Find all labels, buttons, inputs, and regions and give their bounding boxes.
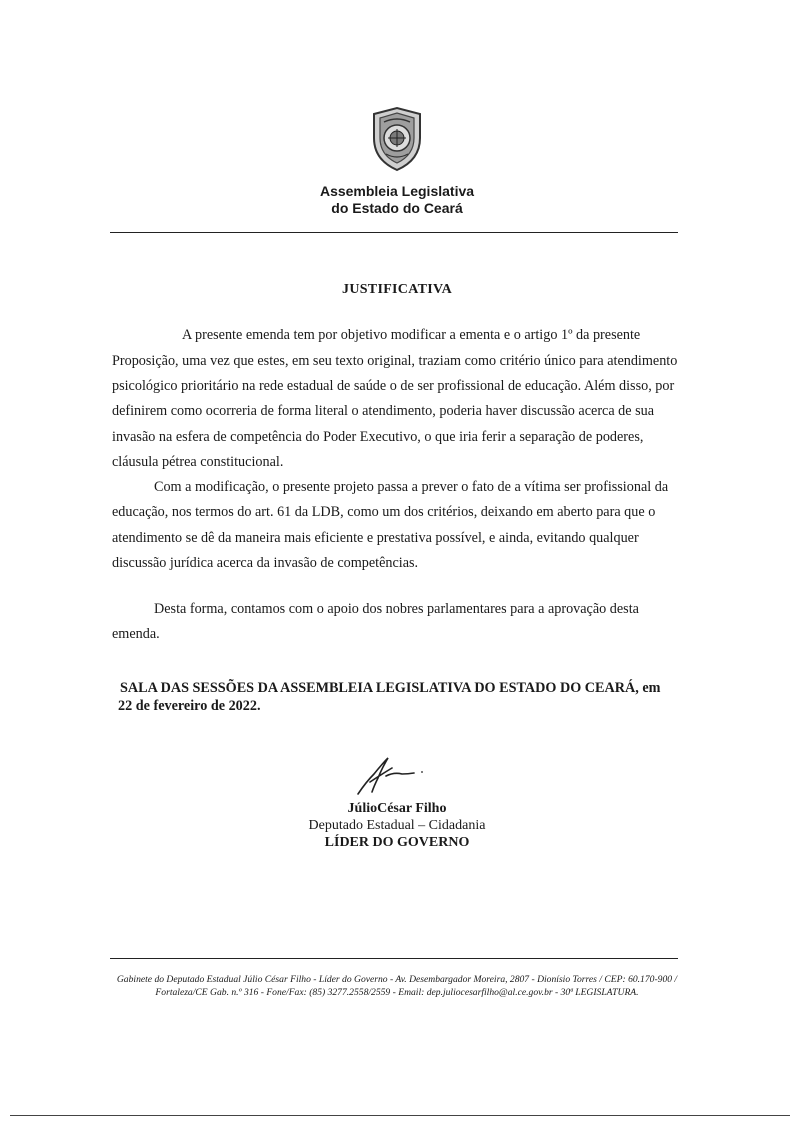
document-title: JUSTIFICATIVA xyxy=(342,282,452,297)
paragraph-3-line-2: emenda. xyxy=(112,626,160,642)
signatory-name: JúlioCésar Filho xyxy=(347,801,447,816)
handwritten-signature-icon xyxy=(352,752,428,798)
footer-divider xyxy=(110,958,678,959)
paragraph-2-line-1: Com a modificação, o presente projeto passa a prever o fato de a vítima ser profissional da xyxy=(154,479,669,495)
paragraph-3-line-1: Desta forma, contamos com o apoio dos nobres parlamentares para a aprovação desta xyxy=(154,601,639,617)
paragraph-1-line-4: definirem como ocorreria de forma literal o atendimento, poderia haver discussão acerca de sua xyxy=(112,403,655,419)
signatory-position: LÍDER DO GOVERNO xyxy=(324,835,470,850)
paragraph-1-line-2: Proposição, uma vez que estes, em seu texto original, traziam como critério único para atendimento xyxy=(112,353,678,369)
paragraph-2-line-3: atendimento se dê da maneira mais eficiente e prestativa possível, e ainda, evitando qualquer xyxy=(112,530,639,546)
ceara-coat-of-arms-icon xyxy=(366,104,428,174)
scan-edge-line xyxy=(10,1115,790,1116)
session-location: SALA DAS SESSÕES DA ASSEMBLEIA LEGISLATIVA DO ESTADO DO CEARÁ, em xyxy=(120,680,661,696)
session-date: 22 de fevereiro de 2022. xyxy=(118,698,261,714)
paragraph-1-line-1: A presente emenda tem por objetivo modificar a ementa e o artigo 1º da presente xyxy=(182,327,641,343)
paragraph-2-line-2: educação, nos termos do art. 61 da LDB, como um dos critérios, deixando em aberto para que o xyxy=(112,504,656,520)
footer-address-line-1: Gabinete do Deputado Estadual Júlio César Filho - Líder do Governo - Av. Desembargador Moreira, 2807 - Dionísio Torres / CEP: 60.170-900 / xyxy=(116,974,678,985)
organization-name: Assembleia Legislativa xyxy=(319,183,475,199)
paragraph-1-line-5: invasão na esfera de competência do Poder Executivo, o que iria ferir a separação de poderes, xyxy=(112,429,644,445)
header-divider xyxy=(110,232,678,233)
paragraph-2-line-4: discussão jurídica acerca da invasão de competências. xyxy=(112,555,419,571)
footer-address-line-2: Fortaleza/CE Gab. n.º 316 - Fone/Fax: (85) 3277.2558/2559 - Email: dep.juliocesarfilho@al.ce.gov.br - 30ª LEGISLATURA. xyxy=(155,987,639,998)
signatory-role: Deputado Estadual – Cidadania xyxy=(308,818,486,833)
paragraph-1-line-6: cláusula pétrea constitucional. xyxy=(112,454,284,470)
organization-state: do Estado do Ceará xyxy=(331,200,463,216)
paragraph-1-line-3: psicológico prioritário na rede estadual de saúde o de ser profissional de educação. Além disso, por xyxy=(112,378,675,394)
